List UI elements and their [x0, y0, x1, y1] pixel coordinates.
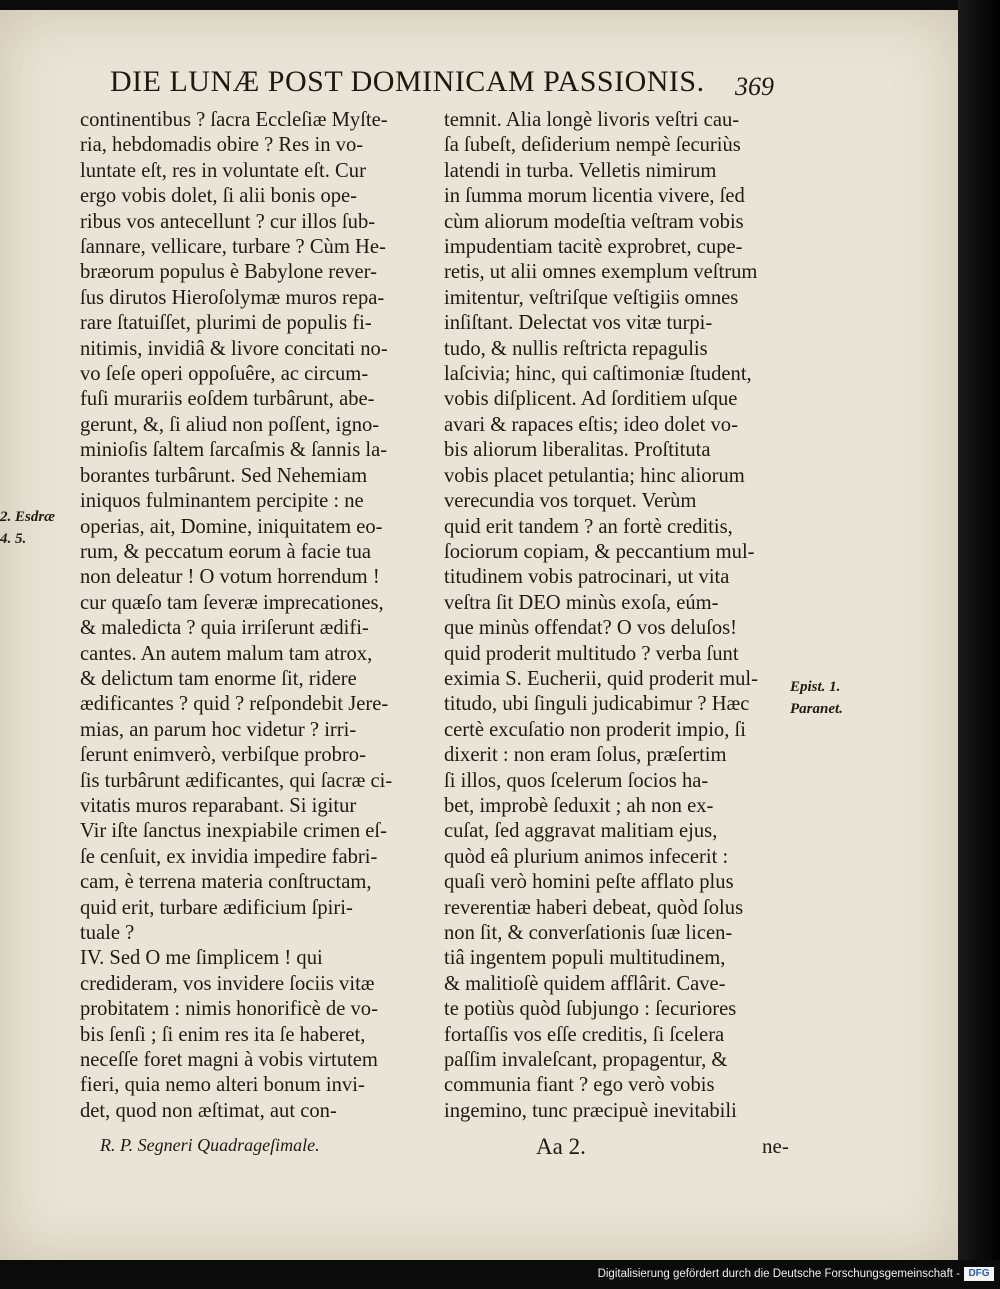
text-line: latendi in turba. Velletis nimirum — [444, 159, 717, 182]
text-line: ſi illos, quos ſcelerum ſocios ha- — [444, 769, 709, 792]
left-margin-note — [0, 506, 55, 550]
digitization-credit: Digitalisierung gefördert durch die Deutsche Forschungsgemeinschaft - — [597, 1268, 960, 1280]
text-line: quid erit, turbare ædificium ſpiri- — [80, 896, 353, 919]
text-line: tuale ? — [80, 922, 135, 944]
text-line: in ſumma morum licentia vivere, ſed — [444, 185, 745, 208]
dfg-logo-icon: DFG — [964, 1267, 994, 1281]
margin-note-line: Epist. 1. — [790, 679, 841, 695]
text-line: vobis placet petulantia; hinc aliorum — [444, 464, 745, 487]
text-line: & delictum tam enorme ſit, ridere — [80, 667, 357, 690]
text-line: non ſit, & converſationis ſuæ licen- — [444, 922, 733, 944]
text-line: det, quod non æſtimat, aut con- — [80, 1099, 337, 1122]
text-line: ingemino, tunc præcipuè inevitabili — [444, 1099, 737, 1122]
text-line: vo ſeſe operi oppoſuêre, ac circum- — [80, 363, 369, 386]
text-line: veſtra ſit DEO minùs exoſa, eúm- — [444, 591, 719, 614]
text-line: cur quæſo tam ſeveræ imprecationes, — [80, 591, 384, 614]
text-line: reverentiæ haberi debeat, quòd ſolus — [444, 896, 744, 919]
text-line: quòd eâ plurium animos infecerit : — [444, 845, 729, 868]
scan-dark-edge — [958, 0, 1000, 1260]
text-line: cam, è terrena materia conſtructam, — [80, 871, 372, 894]
text-line: laſcivia; hinc, qui caſtimoniæ ſtudent, — [444, 363, 752, 386]
text-line: paſſim invaleſcant, propagentur, & — [444, 1049, 728, 1072]
text-line: nitimis, invidiâ & livore concitati no- — [80, 337, 388, 360]
text-line: tiâ ingentem populi multitudinem, — [444, 947, 726, 970]
text-line: verecundia vos torquet. Verùm — [444, 490, 697, 513]
text-line: vobis diſplicent. Ad ſorditiem uſque — [444, 388, 738, 411]
text-line: ſis turbârunt ædificantes, qui ſacræ ci- — [80, 769, 393, 792]
margin-note-line: 2. Esdræ — [0, 509, 56, 525]
text-line: retis, ut alii omnes exemplum veſtrum — [444, 261, 758, 284]
text-line: ſannare, vellicare, turbare ? Cùm He- — [80, 236, 386, 259]
text-line: ſus dirutos Hieroſolymæ muros repa- — [80, 286, 385, 309]
text-line: ſerunt enimverò, verbiſque probro- — [80, 744, 366, 767]
text-line: ſociorum copiam, & peccantium mul- — [444, 540, 755, 563]
text-line: quid proderit multitudo ? verba ſunt — [444, 642, 739, 665]
text-line: mias, an parum hoc videtur ? irri- — [80, 718, 357, 741]
text-line: rum, & peccatum eorum à facie tua — [80, 540, 372, 563]
text-line: titudinem vobis patrocinari, ut vita — [444, 566, 730, 589]
scanned-page — [0, 10, 958, 1260]
page-number: 369 — [735, 72, 774, 101]
text-line: minioſis ſaltem ſarcaſmis & ſannis la- — [80, 439, 388, 462]
text-line: luntate eſt, res in voluntate eſt. Cur — [80, 159, 366, 182]
text-line: certè excuſatio non proderit impio, ſi — [444, 718, 746, 741]
text-line: probitatem : nimis honorificè de vo- — [80, 998, 378, 1021]
text-line: rare ſtatuiſſet, plurimi de populis fi- — [80, 312, 372, 335]
text-line: gerunt, &, ſi aliud non poſſent, igno- — [80, 413, 380, 436]
text-line: continentibus ? ſacra Eccleſiæ Myſte- — [80, 109, 388, 131]
text-line: fortaſſis vos eſſe creditis, ſi ſcelera — [444, 1023, 725, 1046]
left-text-column — [80, 108, 430, 1124]
text-line: bræorum populus è Babylone rever- — [80, 261, 377, 284]
text-line: cùm aliorum modeſtia veſtram vobis — [444, 210, 744, 233]
text-line: quid erit tandem ? an fortè creditis, — [444, 515, 733, 538]
text-line: communia fiant ? ego verò vobis — [444, 1074, 715, 1097]
text-line: borantes turbârunt. Sed Nehemiam — [80, 464, 368, 487]
text-line: titudo, ubi ſinguli judicabimur ? Hæc — [444, 693, 750, 716]
text-line: IV. Sed O me ſimplicem ! qui — [80, 947, 323, 970]
text-line: ria, hebdomadis obire ? Res in vo- — [80, 134, 364, 157]
text-line: ribus vos antecellunt ? cur illos ſub- — [80, 210, 376, 233]
text-line: ergo vobis dolet, ſi alii bonis ope- — [80, 185, 358, 208]
running-footer-title: R. P. Segneri Quadrageſimale. — [100, 1135, 320, 1155]
text-line: dixerit : non eram ſolus, præſertim — [444, 744, 727, 767]
text-line: fuſi murariis eoſdem turbârunt, abe- — [80, 388, 375, 411]
text-line: bis ſenſi ; ſi enim res ita ſe haberet, — [80, 1023, 366, 1046]
text-line: ſa ſubeſt, deſiderium nempè ſecuriùs — [444, 134, 741, 157]
text-line: fieri, quia nemo alteri bonum invi- — [80, 1074, 365, 1097]
text-line: operias, ait, Domine, iniquitatem eo- — [80, 515, 383, 538]
text-line: te potiùs quòd ſubjungo : ſecuriores — [444, 998, 737, 1021]
text-line: iniquos fulminantem percipite : ne — [80, 490, 364, 513]
text-line: impudentiam tacitè exprobret, cupe- — [444, 236, 743, 259]
text-line: & maledicta ? quia irriſerunt ædifi- — [80, 617, 369, 640]
signature-mark: Aa 2. — [536, 1134, 586, 1159]
text-line: ædificantes ? quid ? reſpondebit Jere- — [80, 693, 389, 716]
page-header-title: DIE LUNÆ POST DOMINICAM PASSIONIS. — [110, 65, 705, 98]
text-line: ſe cenſuit, ex invidia impedire fabri- — [80, 845, 378, 868]
right-text-column — [444, 108, 796, 1124]
text-line: Vir iſte ſanctus inexpiabile crimen eſ- — [80, 820, 387, 843]
text-line: credideram, vos invidere ſociis vitæ — [80, 972, 375, 995]
text-line: temnit. Alia longè livoris veſtri cau- — [444, 109, 740, 131]
text-line: bet, improbè ſeduxit ; ah non ex- — [444, 794, 714, 817]
margin-note-line: Paranet. — [790, 701, 843, 717]
catchword: ne- — [762, 1134, 789, 1158]
margin-note-line: 4. 5. — [0, 531, 27, 547]
text-line: non deleatur ! O votum horrendum ! — [80, 566, 380, 589]
text-line: inſiſtant. Delectat vos vitæ turpi- — [444, 312, 713, 335]
text-line: vitatis muros reparabant. Si igitur — [80, 794, 357, 817]
text-line: tudo, & nullis reſtricta repagulis — [444, 337, 708, 360]
text-line: cantes. An autem malum tam atrox, — [80, 642, 373, 665]
text-line: avari & rapaces eſtis; ideo dolet vo- — [444, 413, 738, 436]
text-line: neceſſe foret magni à vobis virtutem — [80, 1049, 378, 1072]
text-line: quaſi verò homini peſte afflato plus — [444, 871, 734, 894]
text-line: eximia S. Eucherii, quid proderit mul- — [444, 667, 758, 690]
text-line: & malitioſè quidem afflârit. Cave- — [444, 972, 726, 995]
text-line: cuſat, ſed aggravat malitiam ejus, — [444, 820, 718, 843]
text-line: imitentur, veſtriſque veſtigiis omnes — [444, 286, 739, 309]
text-line: bis aliorum liberalitas. Proſtituta — [444, 439, 711, 462]
text-line: que minùs offendat? O vos deluſos! — [444, 617, 738, 640]
right-margin-note — [790, 676, 843, 720]
